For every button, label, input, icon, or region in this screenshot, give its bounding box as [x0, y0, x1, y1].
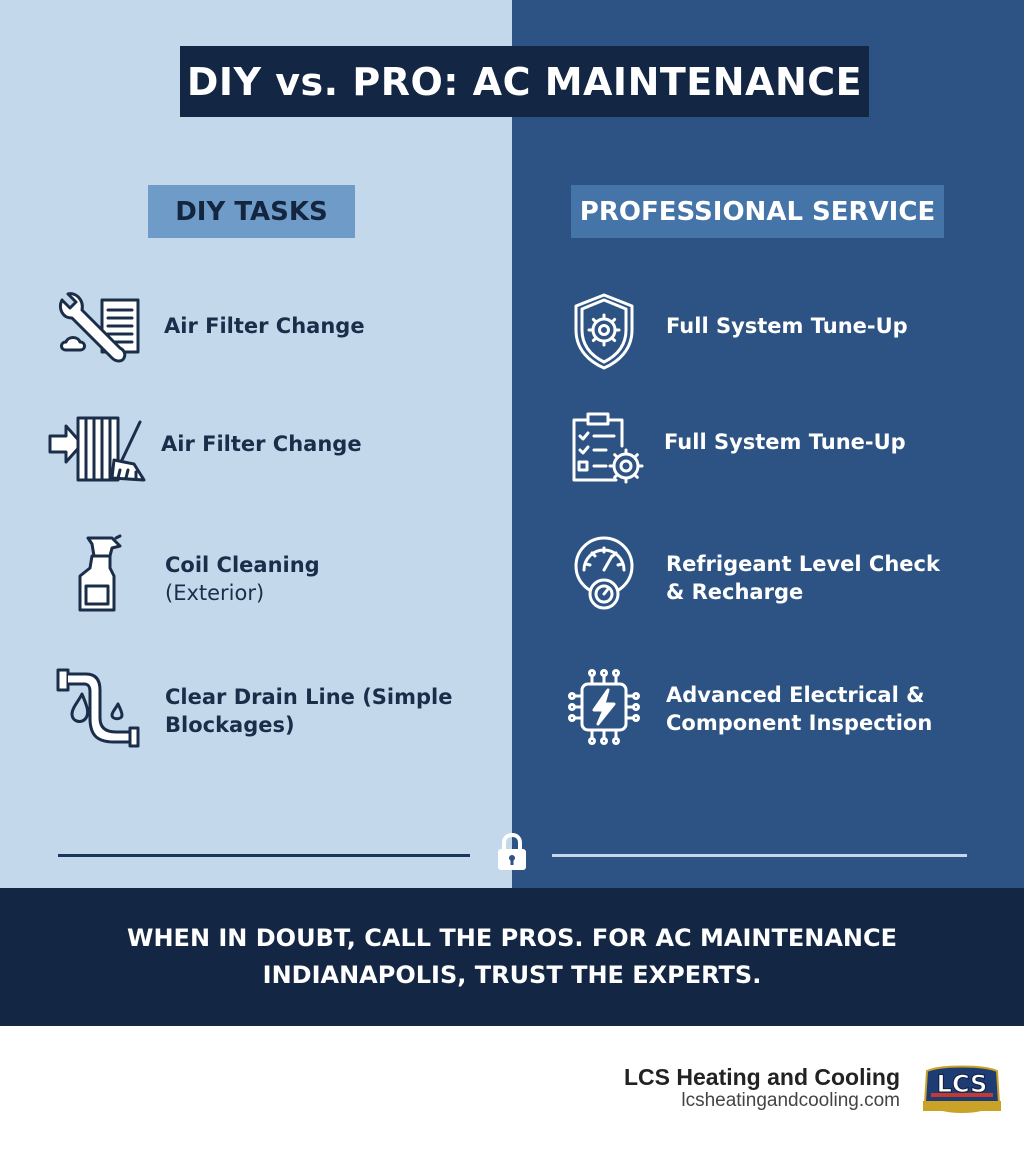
diy-item-label-line1: Coil Cleaning [165, 553, 320, 577]
divider-right [552, 854, 967, 857]
pressure-gauge-icon [572, 536, 636, 612]
circuit-chip-icon [568, 668, 640, 746]
divider-left [58, 854, 470, 857]
lock-icon [496, 832, 528, 872]
pro-item-label-line1: Advanced Electrical & [666, 683, 925, 707]
logo-text: LCS [936, 1070, 988, 1098]
clipboard-gear-icon [570, 410, 648, 488]
shield-gear-icon [572, 292, 636, 370]
page-title: DIY vs. PRO: AC MAINTENANCE [180, 46, 869, 117]
diy-item-label: Air Filter Change [161, 432, 362, 456]
filter-brush-icon [48, 414, 148, 486]
pro-heading: PROFESSIONAL SERVICE [571, 185, 944, 238]
brand-url[interactable]: lcsheatingandcooling.com [681, 1090, 900, 1111]
pro-item-label: Full System Tune-Up [666, 314, 908, 338]
diy-item-label-line2: Blockages) [165, 713, 295, 737]
brand-name: LCS Heating and Cooling [624, 1064, 900, 1090]
spray-bottle-icon [76, 534, 124, 614]
cta-line-2: INDIANAPOLIS, TRUST THE EXPERTS. [262, 961, 762, 989]
pro-item-label-line2: Component Inspection [666, 711, 933, 735]
diy-item-label-line1: Clear Drain Line (Simple [165, 685, 453, 709]
diy-heading: DIY TASKS [148, 185, 355, 238]
wrench-filter-icon [56, 288, 142, 368]
pro-item-label-line1: Refrigeant Level Check [666, 552, 940, 576]
pro-item-label: Full System Tune-Up [664, 430, 906, 454]
drain-pipe-icon [56, 666, 142, 748]
diy-item-label-line2: (Exterior) [165, 581, 265, 605]
cta-line-1: WHEN IN DOUBT, CALL THE PROS. FOR AC MAINTENANCE [126, 924, 898, 952]
call-to-action-banner [0, 888, 1024, 1026]
diy-item-label: Air Filter Change [164, 314, 365, 338]
lcs-logo [921, 1063, 1003, 1119]
pro-item-label-line2: & Recharge [666, 580, 804, 604]
